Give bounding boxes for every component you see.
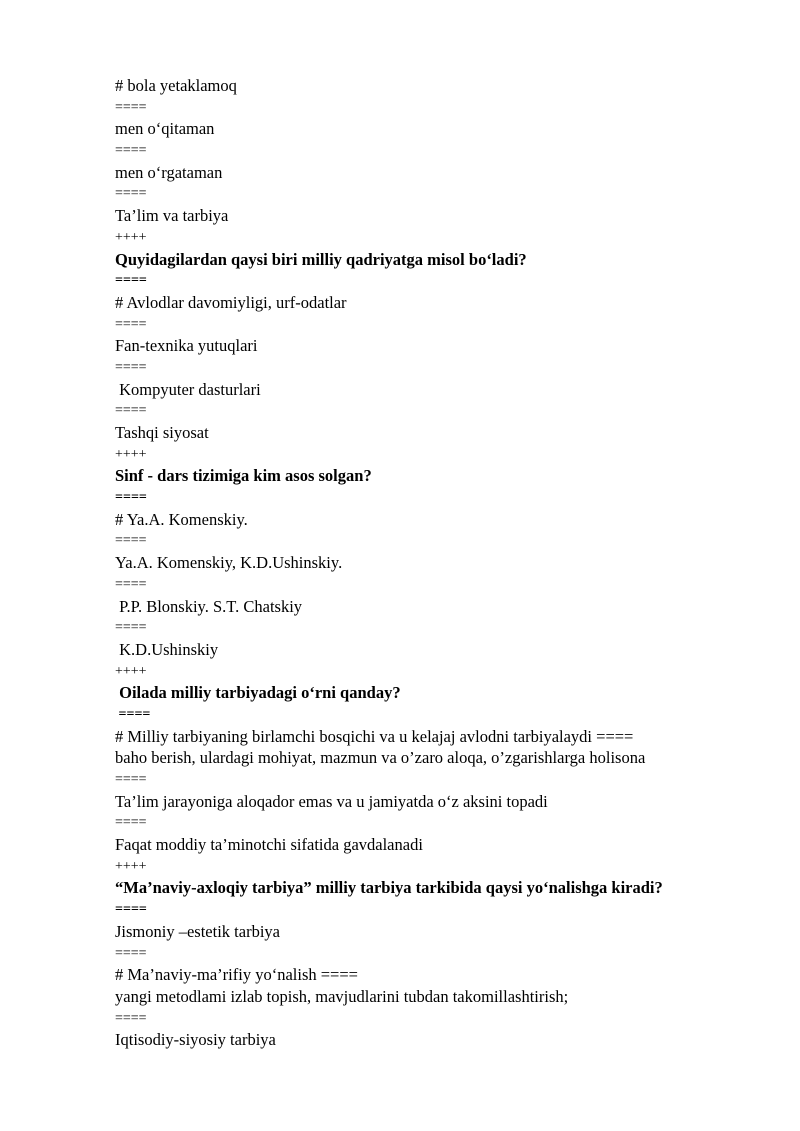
separator-line: ==== xyxy=(115,273,147,289)
question-heading: “Ma’naviy-axloqiy tarbiya” milliy tarbiya tarkibida qaysi yo‘nalishga kiradi? xyxy=(115,878,663,898)
separator-line: ==== xyxy=(115,143,147,159)
answer-line: Ta’lim jarayoniga aloqador emas va u jamiyatda o‘z aksini topadi xyxy=(115,791,548,811)
answer-line: K.D.Ushinskiy xyxy=(115,639,219,659)
answer-line: # Ya.A. Komenskiy. xyxy=(115,509,248,529)
separator-line: ==== xyxy=(115,99,147,115)
question-heading: Sinf - dars tizimiga kim asos solgan? xyxy=(115,466,372,486)
question-heading: Oilada milliy tarbiyadagi o‘rni qanday? xyxy=(115,683,401,703)
answer-line: # bola yetaklamoq xyxy=(115,76,237,95)
answer-line: # Ma’naviy-ma’rifiy yo‘nalish ==== xyxy=(115,965,358,985)
separator-line: ++++ xyxy=(115,858,147,874)
answer-line: # Milliy tarbiyaning birlamchi bosqichi va u kelajaj avlodni tarbiyalaydi ==== xyxy=(115,726,634,746)
document-body xyxy=(115,75,785,1051)
answer-line: Iqtisodiy-siyosiy tarbiya xyxy=(115,1030,276,1050)
answer-line: Jismoniy –estetik tarbiya xyxy=(115,921,280,941)
separator-line: ==== xyxy=(115,1010,147,1026)
answer-line: men o‘qitaman xyxy=(115,119,215,139)
separator-line: ++++ xyxy=(115,446,147,462)
separator-line: ==== xyxy=(115,359,147,375)
separator-line: ==== xyxy=(115,533,147,549)
separator-line: ==== xyxy=(115,945,147,961)
question-heading: Quyidagilardan qaysi biri milliy qadriyatga misol bo‘ladi? xyxy=(115,249,527,269)
separator-line: ==== xyxy=(115,620,147,636)
separator-line: ++++ xyxy=(115,229,147,245)
separator-line: ==== xyxy=(115,576,147,592)
answer-line: Ta’lim va tarbiya xyxy=(115,206,229,226)
separator-line: ==== xyxy=(115,772,147,787)
answer-line: men o‘rgataman xyxy=(115,162,223,182)
answer-line: Tashqi siyosat xyxy=(115,423,209,442)
separator-line: ==== xyxy=(115,186,147,202)
answer-line: Ya.A. Komenskiy, K.D.Ushinskiy. xyxy=(115,553,343,573)
separator-line: ==== xyxy=(115,316,147,332)
separator-line: ==== xyxy=(115,490,147,506)
separator-line: ++++ xyxy=(115,663,147,679)
answer-line: baho berish, ulardagi mohiyat, mazmun va o’zaro aloqa, o’zgarishlarga holisona xyxy=(115,748,646,768)
answer-line: Faqat moddiy ta’minotchi sifatida gavdalanadi xyxy=(115,835,423,855)
separator-line: ==== xyxy=(115,706,151,722)
answer-line: yangi metodlami izlab topish, mavjudlarini tubdan takomillashtirish; xyxy=(115,986,569,1006)
separator-line: ==== xyxy=(115,902,147,918)
separator-line: ==== xyxy=(115,403,147,419)
answer-line: # Avlodlar davomiyligi, urf-odatlar xyxy=(115,292,347,312)
answer-line: Kompyuter dasturlari xyxy=(115,379,261,399)
answer-line: P.P. Blonskiy. S.T. Chatskiy xyxy=(115,596,303,616)
answer-line: Fan-texnika yutuqlari xyxy=(115,336,258,356)
separator-line: ==== xyxy=(115,815,147,831)
